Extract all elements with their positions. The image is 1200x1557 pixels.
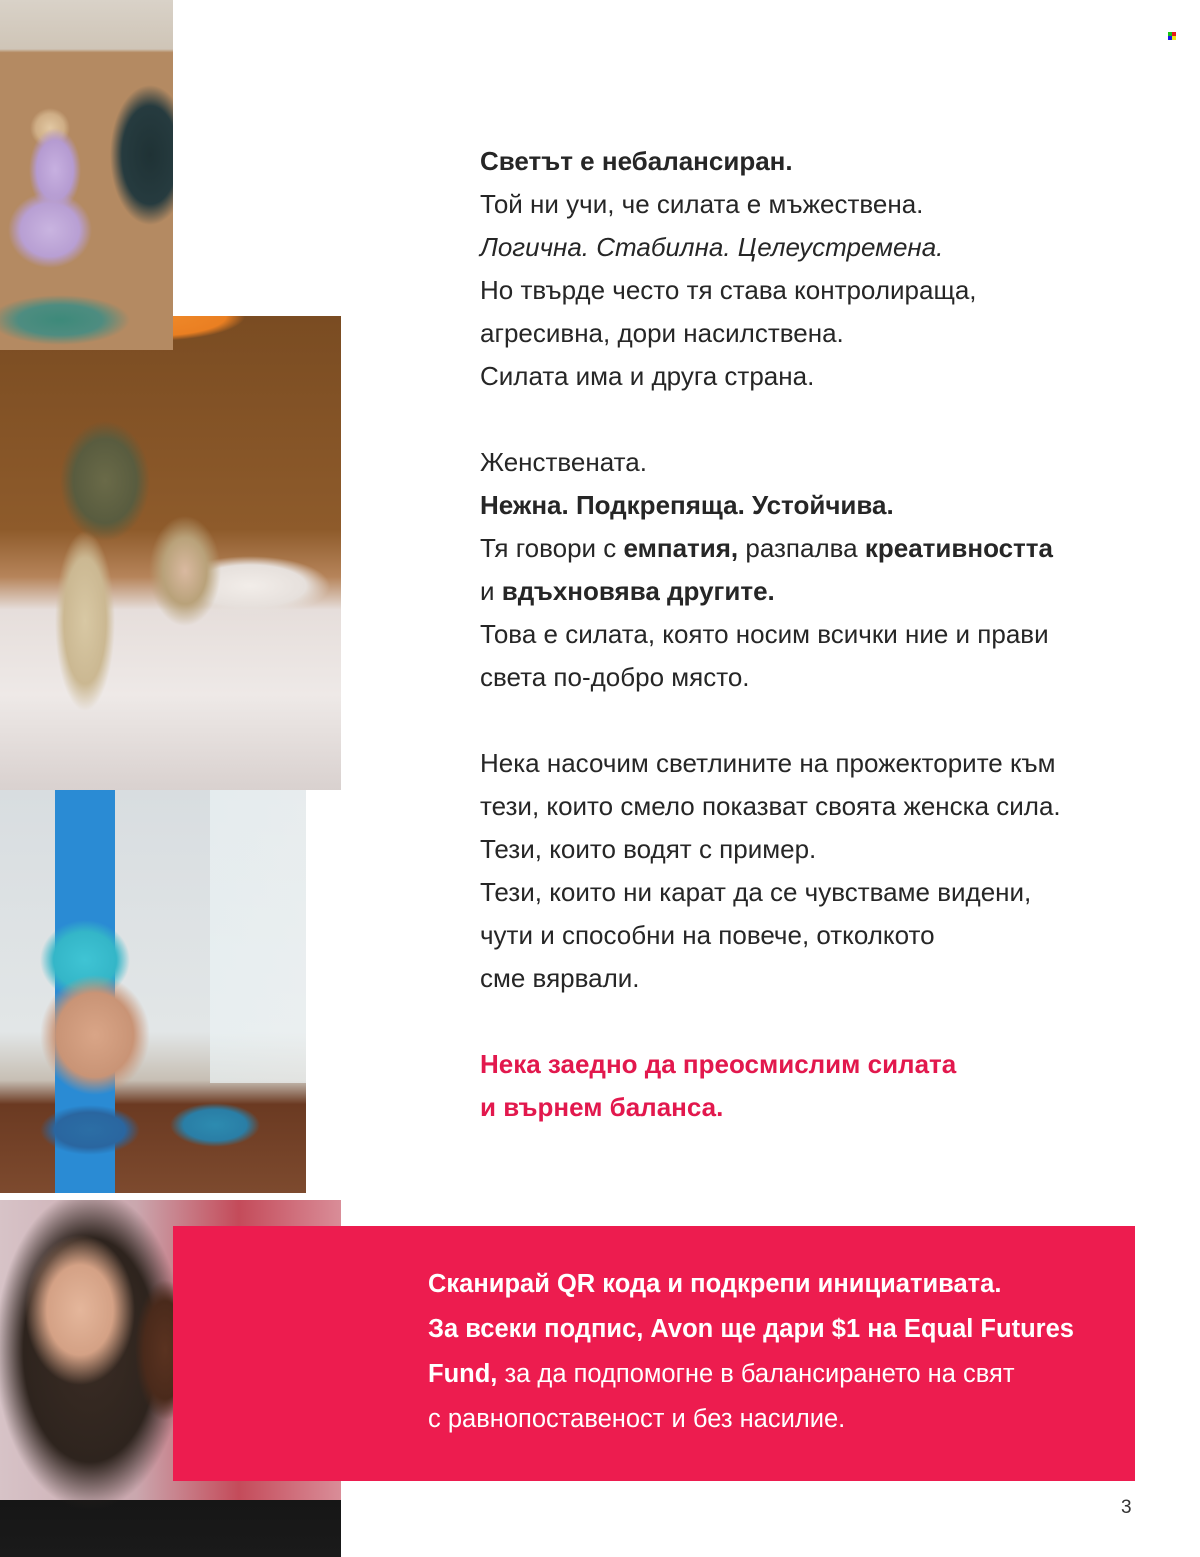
spotlight-line: Тези, които ни карат да се чувстваме видени, bbox=[480, 877, 1032, 907]
feminine-line bbox=[480, 527, 1160, 570]
spotlight-line: Нека насочим светлините на прожекторите към bbox=[480, 748, 1056, 778]
intro-line: Но твърде често тя става контролираща, bbox=[480, 275, 977, 305]
intro-section bbox=[480, 140, 1160, 398]
spotlight-section bbox=[480, 742, 1160, 1000]
call-to-action-section bbox=[480, 1043, 1160, 1129]
text-fragment: и bbox=[480, 576, 502, 606]
corner-logo-icon bbox=[1168, 32, 1176, 40]
paragraph-spacer bbox=[480, 398, 1160, 441]
spotlight-line: тези, които смело показват своята женска сила. bbox=[480, 791, 1061, 821]
photo-father-daughter-bed bbox=[0, 316, 341, 790]
qr-cta-banner bbox=[173, 1226, 1135, 1481]
main-text bbox=[480, 140, 1160, 1129]
feminine-line: Това е силата, която носим всички ние и прави bbox=[480, 619, 1049, 649]
feminine-line bbox=[480, 570, 1160, 613]
paragraph-spacer bbox=[480, 1000, 1160, 1043]
intro-line-italic: Логична. Стабилна. Целеустремена. bbox=[480, 232, 944, 262]
text-emphasis: емпатия, bbox=[623, 533, 739, 563]
spotlight-line: чути и способни на повече, отколкото bbox=[480, 920, 935, 950]
cta-line: с равнопоставеност и без насилие. bbox=[428, 1405, 846, 1433]
feminine-qualities: Нежна. Подкрепяща. Устойчива. bbox=[480, 490, 894, 520]
text-fragment: за да подпомогне в балансирането на свят bbox=[497, 1360, 1015, 1388]
cta-line bbox=[428, 1352, 1128, 1397]
spotlight-line: сме вярвали. bbox=[480, 963, 640, 993]
text-emphasis: Fund, bbox=[428, 1360, 498, 1388]
logo-square-yellow bbox=[1172, 36, 1176, 40]
cta-line: За всеки подпис, Avon ще дари $1 на Equal Futures bbox=[428, 1315, 1074, 1343]
call-to-action-line: Нека заедно да преосмислим силата bbox=[480, 1049, 957, 1079]
feminine-line: Женствената. bbox=[480, 447, 647, 477]
photo-yoga-mother-kids bbox=[0, 790, 306, 1193]
spotlight-line: Тези, които водят с пример. bbox=[480, 834, 817, 864]
paragraph-spacer bbox=[480, 699, 1160, 742]
cta-text bbox=[428, 1262, 1128, 1442]
intro-heading: Светът е небалансиран. bbox=[480, 146, 793, 176]
text-fragment: разпалва bbox=[738, 533, 865, 563]
feminine-section bbox=[480, 441, 1160, 699]
intro-line: Силата има и друга страна. bbox=[480, 361, 815, 391]
intro-line: агресивна, дори насилствена. bbox=[480, 318, 844, 348]
call-to-action-line: и върнем баланса. bbox=[480, 1092, 724, 1122]
intro-line: Той ни учи, че силата е мъжествена. bbox=[480, 189, 924, 219]
text-emphasis: креативността bbox=[864, 533, 1053, 563]
text-emphasis: вдъхновява другите. bbox=[501, 576, 775, 606]
page-number: 3 bbox=[1121, 1497, 1132, 1518]
feminine-line: света по-добро място. bbox=[480, 662, 750, 692]
cta-line: Сканирай QR кода и подкрепи инициативата. bbox=[428, 1270, 1002, 1298]
photo-ballet-girl bbox=[0, 0, 173, 350]
text-fragment: Тя говори с bbox=[480, 533, 624, 563]
